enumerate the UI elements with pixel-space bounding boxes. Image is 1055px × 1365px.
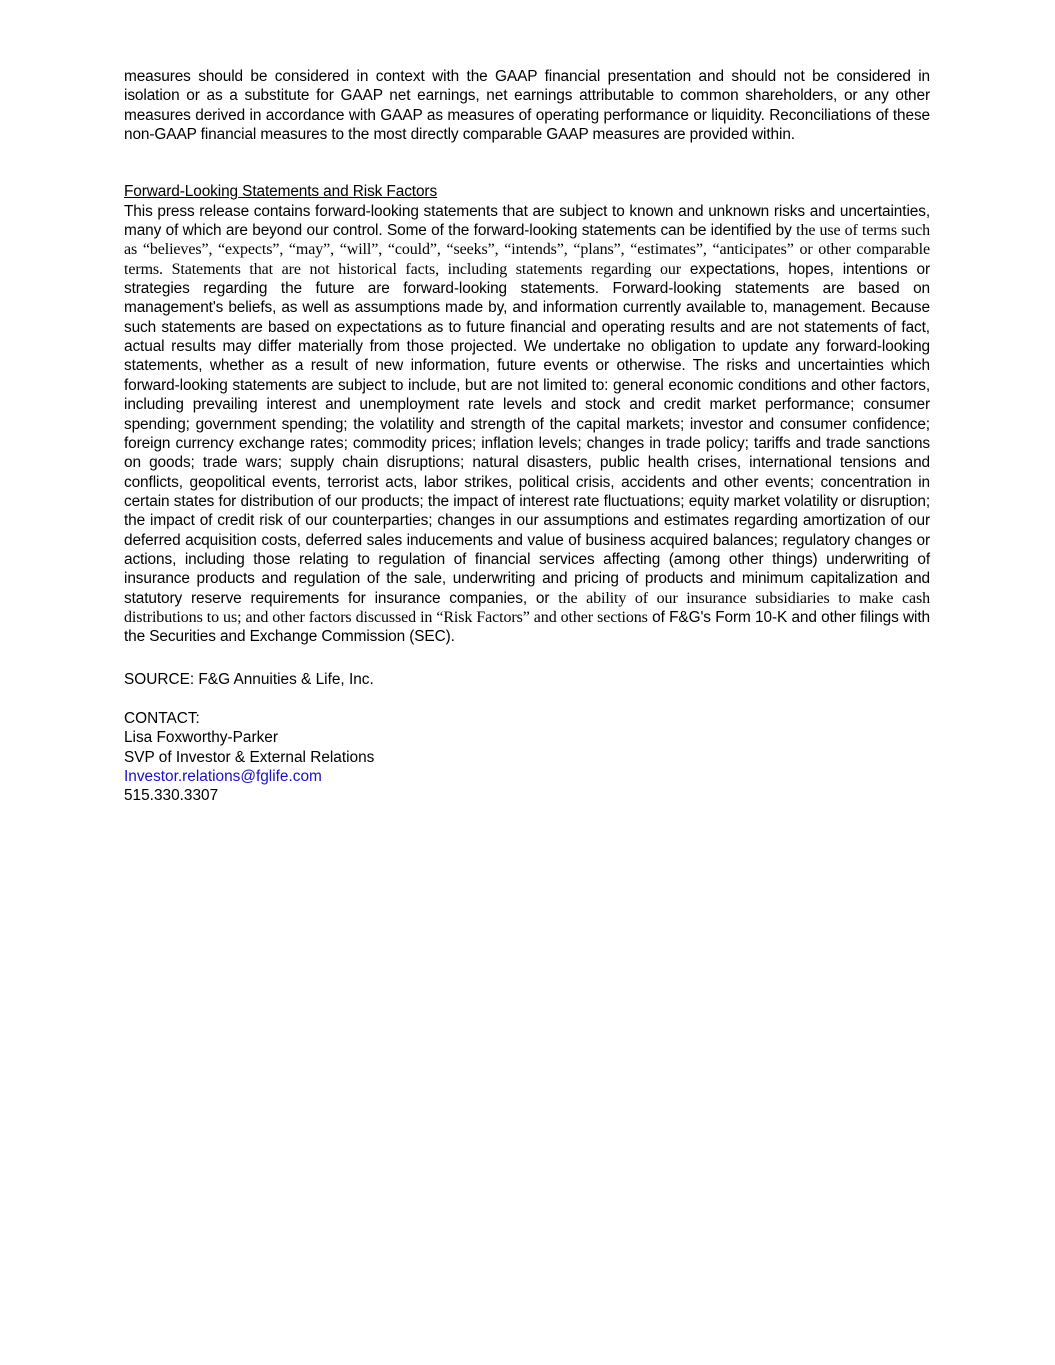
source-line: SOURCE: F&G Annuities & Life, Inc. [124, 670, 374, 688]
spacer [124, 647, 930, 670]
contact-label: CONTACT: [124, 709, 200, 727]
forward-looking-text-4: the ability of our insurance subsidiaries to make cash distributions to us; and other factors discussed in “Risk Factors” and other sections [124, 589, 930, 626]
forward-looking-text-3: expectations, hopes, intentions or strategies regarding the future are forward-looking statements. Forward-looking statements are based on management's beliefs, as well as assumptions made by, and information currently available to, management. Because such statements are based on expectations as to future financial and operating results and are not statements of fact, actual results may differ materially from those projected. We undertake no obligation to update any forward-looking statements, whether as a result of new information, future events or otherwise. The risks and uncertainties which forward-looking statements are subject to include, but are not limited to: general economic conditions and other factors, including prevailing interest and unemployment rate levels and stock and credit market performance; consumer spending; government spending; the volatility and strength of the capital markets; investor and consumer confidence; foreign currency exchange rates; commodity prices; inflation levels; changes in trade policy; tariffs and trade sanctions on goods; trade wars; supply chain disruptions; natural disasters, public health crises, international tensions and conflicts, geopolitical events, terrorist acts, labor strikes, political crisis, accidents and other events; concentration in certain states for distribution of our products; the impact of interest rate fluctuations; equity market volatility or disruption; the impact of credit risk of our counterparties; changes in our assumptions and estimates regarding amortization of our deferred acquisition costs, deferred sales inducements and value of business acquired balances; regulatory changes or actions, including those relating to regulation of financial services affecting (among other things) underwriting of insurance products and regulation of the sale, underwriting and pricing of products and minimum capitalization and statutory reserve requirements for insurance companies, or [124, 260, 931, 607]
contact-name: Lisa Foxworthy-Parker [124, 729, 278, 747]
forward-looking-text-5: of F&G's Form 10-K and other filings with the Securities and Exchange Commission (SEC). [124, 608, 930, 646]
spacer [124, 144, 930, 182]
forward-looking-text-1: This press release contains forward-looking statements that are subject to known and unknown risks and uncertainties, many of which are beyond our control. Some of the forward-looking statements can be identified by [124, 202, 930, 240]
contact-email-link[interactable]: Investor.relations@fglife.com [124, 768, 322, 785]
forward-looking-text-2: the use of terms such as “believes”, “expects”, “may”, “will”, “could”, “seeks”, “intends”, “plans”, “estimates”, “anticipates” or other comparable terms. Statements that are not historical facts, including statements regarding our [124, 222, 930, 278]
forward-looking-paragraph [124, 202, 930, 647]
contact-title: SVP of Investor & External Relations [124, 748, 375, 766]
forward-looking-heading: Forward-Looking Statements and Risk Factors [124, 183, 438, 201]
spacer [124, 689, 930, 709]
contact-block [124, 709, 930, 806]
contact-phone: 515.330.3307 [124, 787, 219, 805]
document-page [124, 67, 930, 806]
non-gaap-paragraph: measures should be considered in context with the GAAP financial presentation and should not be considered in isolation or as a substitute for GAAP net earnings, net earnings attributable to common shareholders, or any other measures derived in accordance with GAAP as measures of operating performance or liquidity. Reconciliations of these non-GAAP financial measures to the most directly comparable GAAP measures are provided within. [124, 68, 930, 144]
